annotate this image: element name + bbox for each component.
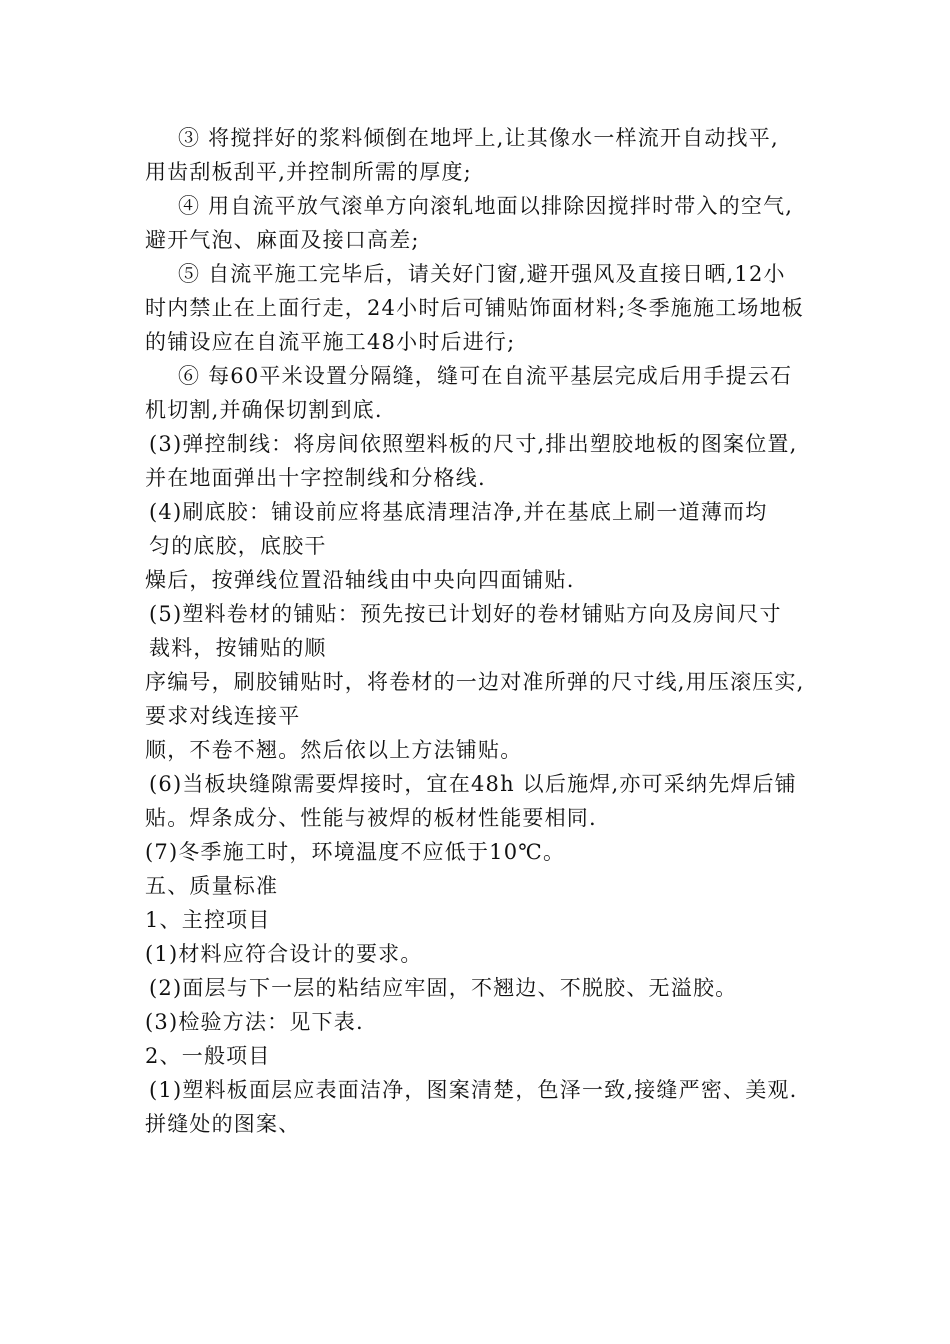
paragraph-line: (6)当板块缝隙需要焊接时，宜在48h 以后施焊,亦可采纳先焊后铺 bbox=[149, 772, 797, 796]
paragraph-line: 匀的底胶，底胶干 bbox=[149, 534, 327, 558]
section-heading: 五、质量标准 bbox=[145, 874, 279, 898]
paragraph-line: (1)塑料板面层应表面洁净，图案清楚，色泽一致,接缝严密、美观. bbox=[149, 1078, 798, 1102]
paragraph-line: (4)刷底胶：铺设前应将基底清理洁净,并在基底上刷一道薄而均 bbox=[149, 500, 768, 524]
paragraph-line: (5)塑料卷材的铺贴：预先按已计划好的卷材铺贴方向及房间尺寸 bbox=[149, 602, 782, 626]
paragraph-line: 拼缝处的图案、 bbox=[145, 1112, 301, 1136]
paragraph-line: (7)冬季施工时，环境温度不应低于10℃。 bbox=[145, 840, 566, 864]
paragraph-line: (1)材料应符合设计的要求。 bbox=[145, 942, 423, 966]
paragraph-line: 避开气泡、麻面及接口高差; bbox=[145, 228, 420, 252]
paragraph-line: 时内禁止在上面行走，24小时后可铺贴饰面材料;冬季施施工场地板 bbox=[145, 296, 804, 320]
paragraph-line: 贴。焊条成分、性能与被焊的板材性能要相同. bbox=[145, 806, 597, 830]
paragraph-line: 裁料，按铺贴的顺 bbox=[149, 636, 327, 660]
paragraph-line: (3)弹控制线：将房间依照塑料板的尺寸,排出塑胶地板的图案位置, bbox=[149, 432, 798, 456]
paragraph-line: 燥后，按弹线位置沿轴线由中央向四面铺贴. bbox=[145, 568, 575, 592]
paragraph-line: 序编号，刷胶铺贴时，将卷材的一边对准所弹的尺寸线,用压滚压实, bbox=[145, 670, 805, 694]
subsection-heading: 2、一般项目 bbox=[145, 1044, 271, 1068]
paragraph-line: 并在地面弹出十字控制线和分格线. bbox=[145, 466, 486, 490]
paragraph-line: ⑤ 自流平施工完毕后，请关好门窗,避开强风及直接日晒,12小 bbox=[178, 262, 786, 286]
paragraph-line: ④ 用自流平放气滚单方向滚轧地面以排除因搅拌时带入的空气, bbox=[178, 194, 794, 218]
paragraph-line: 要求对线连接平 bbox=[145, 704, 301, 728]
paragraph-line: ③ 将搅拌好的浆料倾倒在地坪上,让其像水一样流开自动找平, bbox=[178, 126, 779, 150]
document-body bbox=[145, 121, 825, 1141]
paragraph-line: 的铺设应在自流平施工48小时后进行; bbox=[145, 330, 516, 354]
paragraph-line: 机切割,并确保切割到底. bbox=[145, 398, 383, 422]
subsection-heading: 1、主控项目 bbox=[145, 908, 271, 932]
paragraph-line: 用齿刮板刮平,并控制所需的厚度; bbox=[145, 160, 472, 184]
paragraph-line: (2)面层与下一层的粘结应牢固，不翘边、不脱胶、无溢胶。 bbox=[149, 976, 738, 1000]
paragraph-line: (3)检验方法：见下表. bbox=[145, 1010, 364, 1034]
paragraph-line: ⑥ 每60平米设置分隔缝，缝可在自流平基层完成后用手提云石 bbox=[178, 364, 793, 388]
paragraph-line: 顺，不卷不翘。然后依以上方法铺贴。 bbox=[145, 738, 523, 762]
